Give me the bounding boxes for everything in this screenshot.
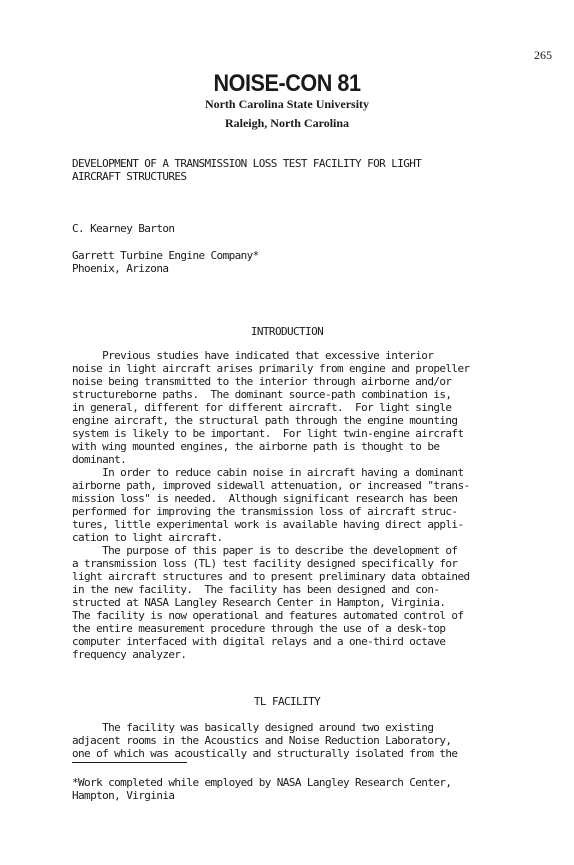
- body-line: the entire measurement procedure through the use of a desk-top: [72, 622, 446, 635]
- affiliation-line: Garrett Turbine Engine Company*: [72, 249, 259, 262]
- author-affiliation: [72, 249, 259, 275]
- body-line: computer interfaced with digital relays and a one-third octave: [72, 635, 446, 648]
- footnote-divider: [72, 762, 187, 763]
- body-line: noise being transmitted to the interior through airborne and/or: [72, 375, 452, 388]
- body-line: tures, little experimental work is available having direct appli-: [72, 518, 464, 531]
- footnote-line: Hampton, Virginia: [72, 789, 175, 802]
- body-line: engine aircraft, the structural path through the engine mounting: [72, 414, 458, 427]
- body-line: The purpose of this paper is to describe the development of: [72, 544, 458, 557]
- body-line: with wing mounted engines, the airborne path is thought to be: [72, 440, 440, 453]
- body-line: structureborne paths. The dominant source-path combination is,: [72, 388, 452, 401]
- body-line: airborne path, improved sidewall attenuation, or increased "trans-: [72, 479, 470, 492]
- body-line: in the new facility. The facility has been designed and con-: [72, 583, 440, 596]
- conference-university: North Carolina State University: [204, 97, 370, 111]
- body-line: mission loss" is needed. Although significant research has been: [72, 492, 458, 505]
- body-line: performed for improving the transmission loss of aircraft struc-: [72, 505, 458, 518]
- tl-facility-body: [72, 721, 457, 760]
- body-line: adjacent rooms in the Acoustics and Noise Reduction Laboratory,: [72, 734, 452, 747]
- introduction-body: [72, 349, 470, 661]
- body-line: cation to light aircraft.: [72, 531, 223, 544]
- title-line: AIRCRAFT STRUCTURES: [72, 170, 187, 183]
- body-line: system is likely to be important. For light twin-engine aircraft: [72, 427, 464, 440]
- author-name: C. Kearney Barton: [72, 222, 175, 235]
- body-line: light aircraft structures and to present preliminary data obtained: [72, 570, 470, 583]
- title-line: DEVELOPMENT OF A TRANSMISSION LOSS TEST FACILITY FOR LIGHT: [72, 157, 422, 170]
- section-heading-introduction: INTRODUCTION: [250, 325, 324, 338]
- section-heading-tl-facility: TL FACILITY: [253, 695, 321, 708]
- body-line: The facility was basically designed around two existing: [72, 721, 434, 734]
- body-line: one of which was acoustically and structurally isolated from the: [72, 747, 458, 760]
- conference-name: NOISE-CON 81: [213, 70, 361, 97]
- body-line: In order to reduce cabin noise in aircraft having a dominant: [72, 466, 464, 479]
- body-line: a transmission loss (TL) test facility designed specifically for: [72, 557, 458, 570]
- body-line: frequency analyzer.: [72, 648, 187, 661]
- page-number: 265: [534, 48, 552, 62]
- affiliation-line: Phoenix, Arizona: [72, 262, 169, 275]
- body-line: in general, different for different aircraft. For light single: [72, 401, 452, 414]
- body-line: dominant.: [72, 453, 127, 466]
- footnote-line: *Work completed while employed by NASA Langley Research Center,: [72, 776, 452, 789]
- footnote: [72, 776, 451, 802]
- paper-title: [72, 157, 421, 183]
- body-line: The facility is now operational and features automated control of: [72, 609, 464, 622]
- body-line: noise in light aircraft arises primarily from engine and propeller: [72, 362, 470, 375]
- body-line: Previous studies have indicated that excessive interior: [72, 349, 434, 362]
- body-line: structed at NASA Langley Research Center in Hampton, Virginia.: [72, 596, 446, 609]
- conference-location: Raleigh, North Carolina: [224, 116, 350, 130]
